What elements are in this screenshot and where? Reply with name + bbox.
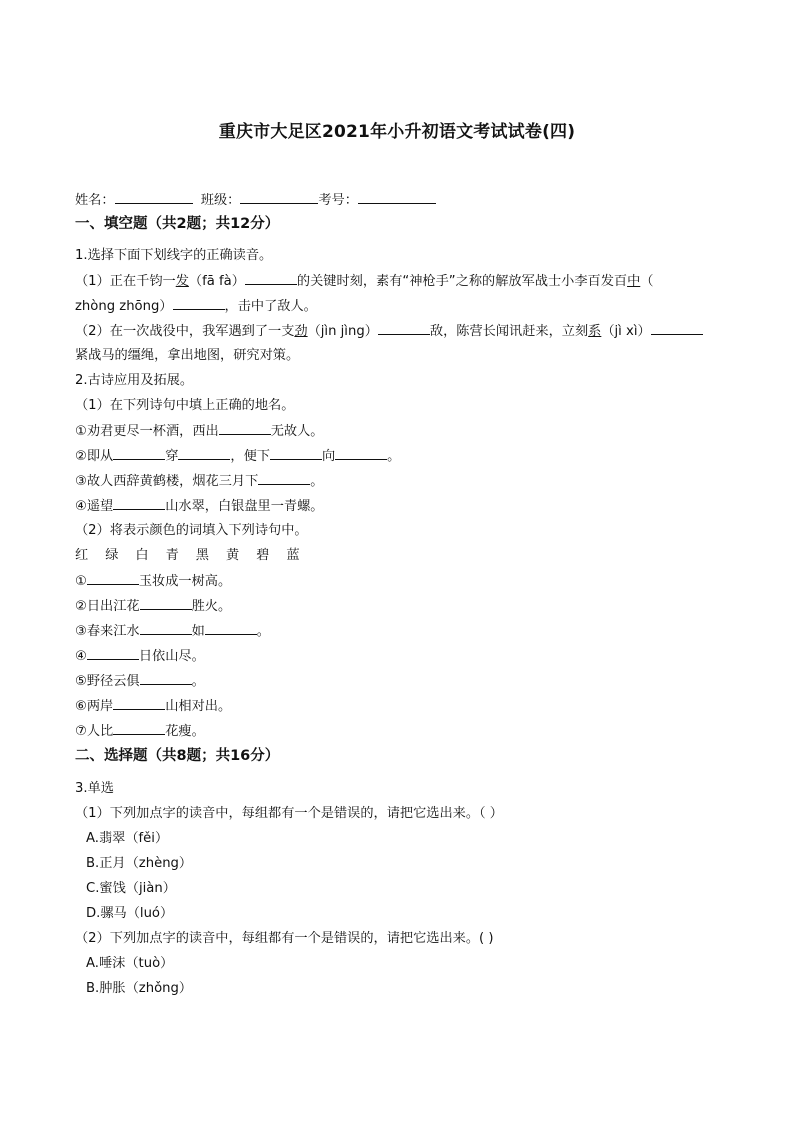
option-b[interactable]: B.正月（zhèng）: [86, 856, 193, 871]
option-c[interactable]: C.蜜饯（jiàn）: [86, 881, 176, 896]
option-a[interactable]: A.翡翠（fěi）: [86, 831, 169, 846]
answer-blank[interactable]: [113, 697, 165, 710]
q1-text: 的关键时刻，素有“神枪手”之称的解放军战士小李百发百: [296, 274, 628, 289]
q1-text: 敌，陈营长闻讯赶来，立刻: [429, 324, 589, 339]
q2-stem: 2.古诗应用及拓展。: [75, 373, 194, 388]
q3-sub1: （1）下列加点字的读音中，每组都有一个是错误的，请把它选出来。（ ）: [75, 806, 503, 821]
poem-text: ②即从: [75, 449, 114, 464]
option-b[interactable]: B.肿胀（zhǒng）: [86, 981, 193, 996]
q2-poem-line3: [75, 472, 323, 491]
class-blank[interactable]: [240, 191, 318, 204]
poem-text: 。: [310, 474, 324, 489]
name-blank[interactable]: [115, 191, 193, 204]
answer-blank[interactable]: [178, 447, 230, 460]
class-label: 班级：: [200, 193, 241, 208]
poem-text: 。: [387, 449, 401, 464]
poem-text: ⑦人比: [75, 724, 114, 739]
exam-no-label: 考号：: [318, 193, 358, 208]
answer-blank[interactable]: [205, 622, 257, 635]
student-info-line: [75, 191, 436, 210]
underlined-char: 劲: [294, 324, 308, 339]
poem-text: ③春来江水: [75, 624, 140, 639]
poem-text: 胜火。: [191, 599, 232, 614]
q1-stem: 1.选择下面下划线字的正确读音。: [75, 248, 273, 263]
q2-poem-line1: [75, 422, 323, 441]
pinyin-options: （jì xì）: [601, 324, 651, 339]
color-word: 碧: [256, 548, 270, 563]
poem-text: 如: [191, 624, 205, 639]
exam-no-blank[interactable]: [358, 191, 436, 204]
answer-blank[interactable]: [335, 447, 387, 460]
color-word: 黑: [195, 548, 209, 563]
poem-text: ①: [75, 574, 87, 589]
answer-blank[interactable]: [140, 597, 192, 610]
q1-text: ，击中了敌人。: [224, 299, 317, 314]
underlined-char: 中: [627, 274, 641, 289]
answer-blank[interactable]: [219, 422, 271, 435]
answer-blank[interactable]: [140, 622, 192, 635]
poem-text: 山水翠，白银盘里一青螺。: [165, 499, 324, 514]
poem-text: ④遥望: [75, 499, 114, 514]
option-d[interactable]: D.骡马（luó）: [86, 906, 174, 921]
poem-text: 向: [321, 449, 336, 464]
poem-text: 。: [191, 674, 205, 689]
poem-text: ④: [75, 649, 87, 664]
poem-text: 。: [256, 624, 270, 639]
q1-text: （2）在一次战役中，我军遇到了一支: [75, 324, 295, 339]
pinyin-options: （fā fà）: [188, 274, 245, 289]
poem-text: 无故人。: [270, 424, 324, 439]
q2-color-line5: [75, 672, 205, 691]
poem-text: ①劝君更尽一杯酒，西出: [75, 424, 219, 439]
poem-text: 花瘦。: [165, 724, 205, 739]
q1-text: （1）正在千钧一: [75, 274, 176, 289]
q3-stem: 3.单选: [75, 781, 114, 796]
poem-text: ⑥两岸: [75, 699, 114, 714]
answer-blank[interactable]: [270, 447, 322, 460]
pinyin-options: （jìn jìng）: [307, 324, 378, 339]
poem-text: 穿: [165, 449, 179, 464]
q2-poem-line4: [75, 497, 323, 516]
color-word: 蓝: [286, 548, 300, 563]
color-word: 绿: [105, 548, 119, 563]
q2-color-line2: [75, 597, 231, 616]
poem-text: 日依山尽。: [138, 649, 205, 664]
q1-text: （: [640, 274, 654, 289]
color-word: 青: [165, 548, 179, 563]
answer-blank[interactable]: [245, 272, 297, 285]
section2-heading: 二、选择题（共8题；共16分）: [75, 748, 280, 764]
color-word-bank: [75, 547, 317, 565]
poem-text: ⑤野径云俱: [75, 674, 140, 689]
color-word: 红: [75, 548, 89, 563]
q2-color-line7: [75, 722, 205, 741]
pinyin-options: zhòng zhōng）: [75, 299, 173, 314]
poem-text: ②日出江花: [75, 599, 140, 614]
answer-blank[interactable]: [173, 297, 225, 310]
answer-blank[interactable]: [113, 722, 165, 735]
option-a[interactable]: A.唾沫（tuò）: [86, 956, 174, 971]
q1-part1-line2: [75, 297, 317, 316]
poem-text: ③故人西辞黄鹤楼，烟花三月下: [75, 474, 259, 489]
poem-text: 玉妆成一树高。: [138, 574, 232, 589]
answer-blank[interactable]: [140, 672, 192, 685]
q1-part2-line1: [75, 322, 703, 341]
q2-poem-line2: [75, 447, 400, 466]
q2-sub2: （2）将表示颜色的词填入下列诗句中。: [75, 523, 308, 538]
q2-color-line1: [75, 572, 231, 591]
q3-sub2: （2）下列加点字的读音中，每组都有一个是错误的，请把它选出来。( ): [75, 931, 494, 946]
q2-color-line6: [75, 697, 231, 716]
q2-color-line4: [75, 647, 205, 666]
q2-color-line3: [75, 622, 270, 641]
answer-blank[interactable]: [258, 472, 310, 485]
answer-blank[interactable]: [87, 572, 139, 585]
answer-blank[interactable]: [87, 647, 139, 660]
underlined-char: 发: [175, 274, 189, 289]
q1-part2-line2: 紧战马的缰绳，拿出地图，研究对策。: [75, 348, 300, 363]
poem-text: 山相对出。: [165, 699, 232, 714]
page-title: 重庆市大足区2021年小升初语文考试试卷(四): [218, 122, 576, 142]
answer-blank[interactable]: [113, 497, 165, 510]
answer-blank[interactable]: [651, 322, 703, 335]
q2-sub1: （1）在下列诗句中填上正确的地名。: [75, 398, 295, 413]
answer-blank[interactable]: [113, 447, 165, 460]
section1-heading: 一、填空题（共2题；共12分）: [75, 216, 280, 232]
poem-text: ，便下: [230, 449, 270, 464]
underlined-char: 系: [588, 324, 602, 339]
color-word: 黄: [225, 548, 240, 563]
answer-blank[interactable]: [378, 322, 430, 335]
name-label: 姓名：: [75, 193, 115, 208]
color-word: 白: [135, 548, 149, 563]
q1-part1-line1: [75, 272, 653, 291]
